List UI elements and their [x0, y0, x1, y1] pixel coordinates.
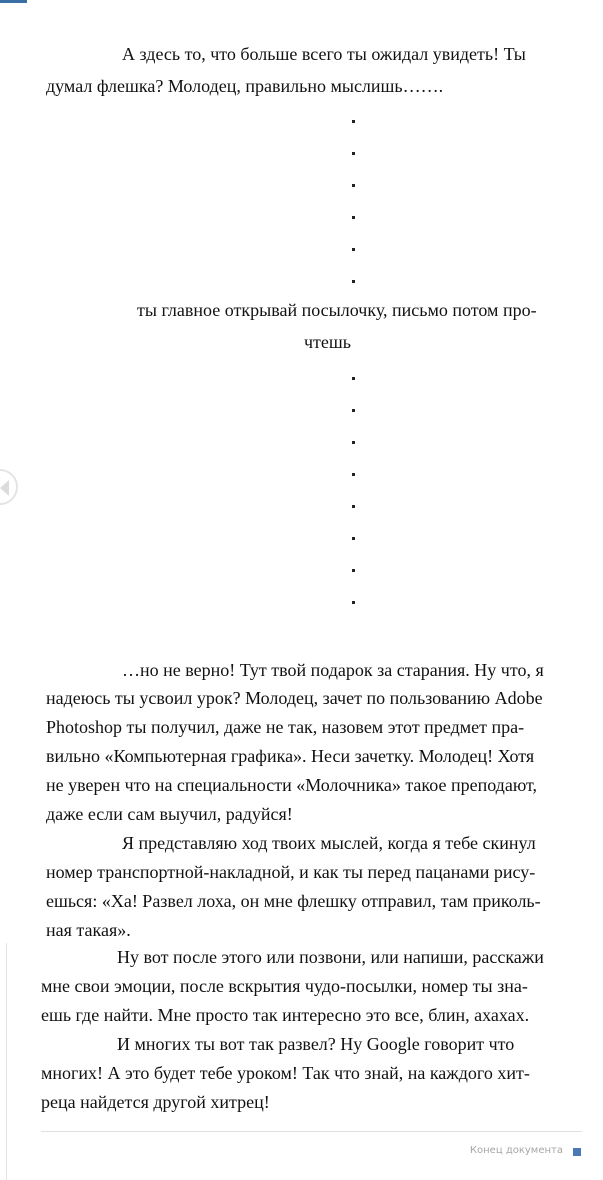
dot [352, 184, 355, 187]
dot [352, 377, 355, 380]
text-line: ты главное открывай посылочку, письмо потом про- [137, 300, 537, 320]
dot [352, 152, 355, 155]
text-line: …но не верно! Тут твой подарок за старания. Ну что, я [122, 660, 544, 680]
end-marker-icon [573, 1148, 581, 1156]
chevron-left-icon [0, 480, 9, 496]
text-line: А здесь то, что больше всего ты ожидал увидеть! Ты [122, 44, 526, 64]
text-line: вильно «Компьютерная графика». Неси зачетку. Молодец! Хотя [46, 746, 535, 766]
dot [352, 537, 355, 540]
dot [352, 441, 355, 444]
dot [352, 409, 355, 412]
dot [352, 216, 355, 219]
dot [352, 505, 355, 508]
previous-page-button[interactable] [0, 469, 18, 505]
text-line: не уверен что на специальности «Молочника» такое преподают, [46, 775, 538, 795]
text-line: Я представляю ход твоих мыслей, когда я тебе скинул [122, 833, 536, 853]
top-tab-indicator [0, 0, 27, 3]
text-line: многих! А это будет тебе уроком! Так что знай, на каждого хит- [41, 1063, 530, 1083]
text-line: думал флешка? Молодец, правильно мыслишь……. [46, 76, 444, 96]
dot [352, 280, 355, 283]
text-line: ешься: «Ха! Развел лоха, он мне флешку отправил, там приколь- [46, 891, 541, 911]
text-line: надеюсь ты усвоил урок? Молодец, зачет по пользованию Adobe [46, 688, 543, 708]
dot [352, 473, 355, 476]
text-line: ная такая». [46, 920, 131, 940]
side-divider [6, 943, 7, 1180]
text-line: номер транспортной-накладной, и как ты перед пацанами рису- [46, 862, 536, 882]
text-line: даже если сам выучил, радуйся! [46, 804, 293, 824]
text-line: реца найдется другой хитрец! [41, 1092, 270, 1112]
text-line: ешь где найти. Мне просто так интересно это все, блин, ахахах. [41, 1005, 530, 1025]
text-line: Ну вот после этого или позвони, или напиши, расскажи [117, 947, 544, 967]
end-divider [41, 1131, 582, 1132]
text-line: чтешь [304, 332, 351, 352]
dot [352, 120, 355, 123]
dot [352, 248, 355, 251]
dot [352, 569, 355, 572]
text-line: И многих ты вот так развел? Ну Google говорит что [117, 1034, 515, 1054]
dot [352, 601, 355, 604]
text-line: мне свои эмоции, после вскрытия чудо-посылки, номер ты зна- [41, 976, 528, 996]
text-line: Photoshop ты получил, даже не так, назовем этот предмет пра- [46, 717, 525, 737]
end-of-document-label: Конец документа [469, 1145, 563, 1156]
